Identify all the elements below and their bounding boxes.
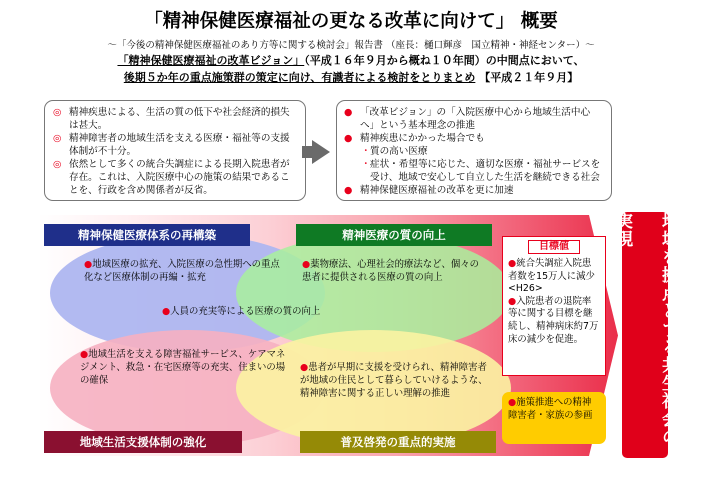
sub-bullet-marker: ・ (361, 159, 371, 170)
goal-text: 精神疾患にかかった場合でも (360, 133, 485, 144)
bullet-marker: ◎ (53, 133, 62, 144)
target-item (508, 296, 600, 346)
vision-banner-text: 地域を拠点とする共生社会の実現 (612, 212, 678, 446)
issue-item (53, 132, 297, 158)
pillar-text-community-support (80, 348, 290, 387)
issue-text: 依然として多くの統合失調症による長期入院患者が存在。これは、入院医療中心の施策の結果であることを、行政を含め関係者が反省。 (69, 159, 290, 196)
pillar-header-restructure: 精神保健医療体系の再構築 (44, 224, 250, 246)
lead-line-2-underlined: 後期５か年の重点施策群の策定に向け、有識者による検討をとりまとめ (123, 71, 476, 84)
pillar-text-content: 患者が早期に支援を受けられ、精神障害者が地域の住民として暮らしていけるような、精神障害に関する正しい理解の推進 (300, 362, 488, 399)
bullet-marker: ● (344, 185, 353, 196)
target-item (508, 258, 600, 296)
goals-box (336, 100, 612, 201)
goal-subitem (344, 158, 603, 184)
target-item-text: 入院患者の退院率等に関する目標を継続し、精神病床約7万床の減少を促進。 (508, 295, 599, 345)
pillar-header-community-support: 地域生活支援体制の強化 (44, 431, 242, 453)
issue-item (53, 106, 297, 132)
pillar-text-quality (302, 258, 487, 284)
arrow-right-icon (312, 140, 330, 164)
target-item-text: 統合失調症入院患者数を15万人に減少<H26> (508, 258, 595, 295)
bullet-marker: ● (344, 133, 353, 144)
pillar-header-quality: 精神医療の質の向上 (296, 224, 492, 246)
target-values-box (502, 236, 606, 376)
goal-text: 精神保健医療福祉の改革を更に加速 (360, 185, 514, 196)
lead-line-2 (0, 69, 702, 85)
goal-item (344, 106, 603, 132)
goal-subtext: 症状・希望等に応じた、適切な医療・福祉サービスを受け、地域で安心して自立した生活を継続できる社会 (370, 159, 601, 183)
sub-bullet-marker: ・ (361, 146, 371, 157)
bullet-marker: ◎ (53, 107, 62, 118)
pillar-text-content: 薬物療法、心理社会的療法など、個々の患者に提供される医療の質の向上 (302, 259, 479, 283)
goal-subitem (344, 145, 603, 158)
pillar-text-content: 地域生活を支える障害福祉サービス、ケアマネジメント、救急・在宅医療等の充実、住まいの場の確保 (80, 349, 286, 386)
pillar-text-restructure (84, 258, 284, 284)
bullet-dot: ● (302, 259, 311, 270)
lead-line-1-underlined: 「精神保健医療福祉の改革ビジョン」 (117, 54, 305, 67)
page-title: 「精神保健医療福祉の更なる改革に向けて」 概要 (144, 11, 558, 32)
issue-text: 精神疾患による、生活の質の低下や社会経済的損失は甚大。 (69, 107, 290, 131)
bullet-marker: ● (344, 107, 353, 118)
lead-line-2-rest: 【平成２１年９月】 (475, 71, 579, 84)
lead-line-1 (0, 52, 702, 68)
pillar-text-staffing (162, 305, 422, 318)
bullet-dot: ● (508, 258, 517, 269)
participation-text: 施策推進への精神障害者・家族の参画 (508, 397, 593, 421)
report-subtitle: ～「今後の精神保健医療福祉のあり方等に関する検討会」報告書 （座長：樋口輝彦 国立精神・神経センター）～ (107, 40, 595, 51)
goal-subtext: 質の高い医療 (370, 146, 428, 157)
goal-item (344, 132, 603, 145)
bullet-marker: ◎ (53, 159, 62, 170)
participation-box (502, 392, 606, 444)
goal-text: 「改革ビジョン」の「入院医療中心から地域生活中心へ」という基本理念の推進 (360, 107, 591, 131)
bullet-dot: ● (300, 362, 309, 373)
pillar-text-awareness (300, 361, 490, 400)
bullet-dot: ● (508, 397, 517, 408)
target-values-title: 目標値 (528, 240, 580, 254)
bullet-dot: ● (162, 306, 171, 317)
issue-item (53, 158, 297, 197)
lead-line-1-rest: （平成１６年９月から概ね１０年間）の中間点において、 (304, 54, 585, 67)
bullet-dot: ● (84, 259, 93, 270)
pillar-text-content: 地域医療の拡充、入院医療の急性期への重点化など医療体制の再編・拡充 (84, 259, 280, 283)
pillar-text-content: 人員の充実等による医療の質の向上 (170, 306, 321, 317)
current-issues-box (44, 100, 306, 201)
bullet-dot: ● (80, 349, 89, 360)
pillar-header-awareness: 普及啓発の重点的実施 (300, 431, 496, 453)
bullet-dot: ● (508, 295, 517, 307)
issue-text: 精神障害者の地域生活を支える医療・福祉等の支援体制が不十分。 (69, 133, 290, 157)
goal-item (344, 184, 603, 197)
